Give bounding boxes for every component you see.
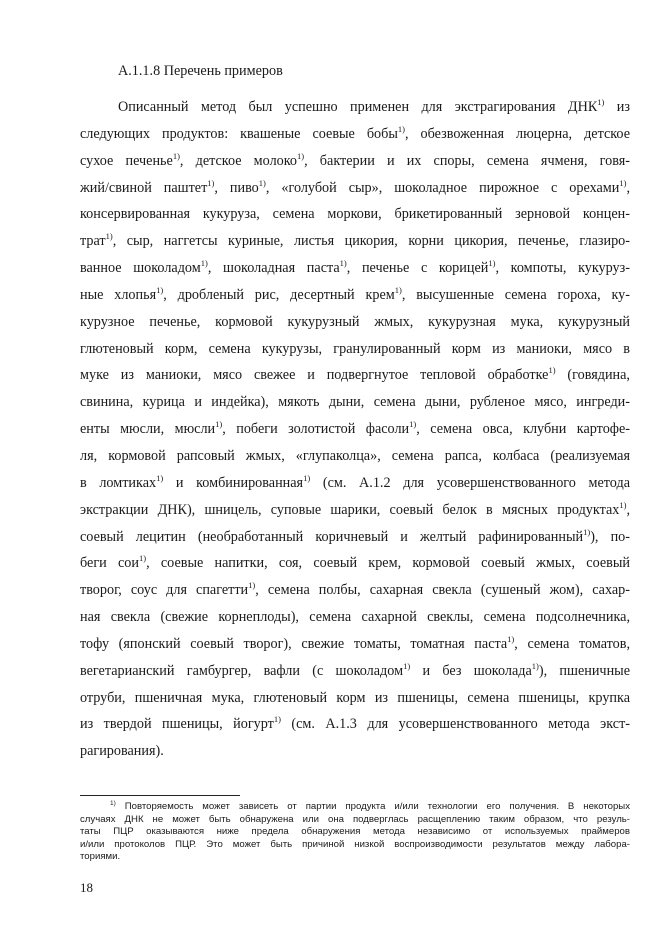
text-run: (говядина,: [555, 367, 630, 384]
footnote-line: [80, 801, 630, 814]
page-number: 18: [80, 880, 93, 895]
text-run: ), по-: [590, 528, 630, 545]
text-run: таты ПЦР оказываются ниже предела обнаружения метода независимо от используемых праймеров: [80, 826, 630, 838]
text-run: трат: [80, 233, 106, 250]
footnote-marker: 1): [339, 258, 347, 269]
footnote-marker: 1): [619, 499, 627, 510]
text-run: , семена овса, клубни картофе-: [416, 421, 631, 438]
text-run: , детское молоко: [179, 152, 298, 169]
text-run: и/или протоколов ПЦР. Это может быть причиной низкой воспроизводимости результатов между лабора-: [80, 838, 630, 850]
text-run: , бактерии и их споры, семена ячменя, говя-: [304, 152, 631, 169]
text-run: и комбинированная: [163, 474, 304, 491]
text-run: сухое печенье: [80, 152, 173, 169]
text-run: случаях ДНК не может быть обнаружена или она подверглась расщеплению таким образом, что резуль-: [80, 813, 630, 825]
text-line: [80, 443, 630, 470]
text-line: [80, 577, 630, 604]
text-run: , «голубой сыр», шоколадное пирожное с орехами: [265, 179, 620, 196]
text-run: в ломтиках: [80, 474, 157, 491]
text-run: Описанный метод был успешно применен для экстрагирования ДНК: [118, 99, 598, 115]
text-run: ториями.: [80, 851, 121, 863]
text-line: [80, 175, 630, 202]
text-line: [80, 604, 630, 631]
text-run: из: [604, 99, 630, 115]
text-run: курузное печенье, кормовой кукурузный жмых, кукурузная мука, кукурузный: [80, 313, 630, 330]
footnote-marker: 1): [207, 177, 215, 188]
text-line: [80, 658, 630, 685]
text-run: творог, соус для спагетти: [80, 582, 249, 599]
section-heading: А.1.1.8 Перечень примеров: [118, 63, 283, 79]
footnote-marker: 1): [172, 150, 180, 161]
text-run: (см. А.1.3 для усовершенствованного метода экст-: [280, 716, 630, 733]
text-run: экстракции ДНК), шницель, суповые шарики, соевый белок в мясных продуктах: [80, 501, 620, 518]
text-line: [80, 201, 630, 228]
text-run: ,: [626, 179, 630, 196]
text-run: ,: [626, 501, 630, 518]
text-run: глютеновый корм, семена кукурузы, гранулированный корм из маниоки, мясо в: [80, 340, 630, 357]
footnote-marker: 1): [248, 580, 256, 591]
text-run: беги сои: [80, 555, 139, 572]
footnote-marker: 1): [488, 258, 496, 269]
text-line: [80, 389, 630, 416]
text-line: [80, 255, 630, 282]
text-run: отруби, пшеничная мука, глютеновый корм из пшеницы, семена пшеницы, крупка: [80, 689, 630, 706]
text-run: енты мюсли, мюсли: [80, 421, 216, 438]
text-run: , дробленый рис, десертный крем: [163, 286, 395, 303]
text-line: [80, 228, 630, 255]
text-run: рагирования).: [80, 743, 164, 760]
footnote-marker: 1): [215, 419, 223, 430]
text-line: [80, 550, 630, 577]
footnote-marker: 1): [200, 258, 208, 269]
text-line: [80, 309, 630, 336]
text-run: соевый лецитин (необработанный коричневый и желтый рафинированный: [80, 528, 584, 545]
footnote-marker: 1): [531, 660, 539, 671]
text-line: [80, 416, 630, 443]
footnote-marker: 1): [156, 472, 164, 483]
footnote-marker: 1): [548, 365, 556, 376]
text-run: (см. А.1.2 для усовершенствованного метода: [310, 474, 630, 491]
text-line: [80, 121, 630, 148]
text-line: [80, 631, 630, 658]
text-run: , пиво: [214, 179, 259, 196]
footnote-line: [80, 851, 630, 864]
footnote-separator: [80, 795, 240, 796]
text-run: , сыр, наггетсы куриные, листья цикория, корни цикория, печенье, глазиро-: [112, 233, 630, 250]
text-run: ная свекла (свежие корнеплоды), семена сахарной свеклы, семена подсолнечника,: [80, 609, 630, 626]
text-run: , высушенные семена гороха, ку-: [401, 286, 631, 303]
text-run: следующих продуктов: квашеные соевые бобы: [80, 125, 398, 142]
footnote-marker: 1): [619, 177, 627, 188]
footnote-marker: 1): [583, 526, 591, 537]
footnote-line: [80, 839, 630, 852]
text-run: , соевые напитки, соя, соевый крем, кормовой соевый жмых, соевый: [146, 555, 630, 572]
footnote-marker: 1): [507, 633, 515, 644]
footnote-marker: 1): [138, 553, 147, 564]
text-run: ля, кормовой рапсовый жмых, «глупаколца», семена рапса, колбаса (реализуемая: [80, 447, 630, 464]
text-run: , семена полбы, сахарная свекла (сушеный жом), сахар-: [255, 582, 630, 599]
text-line: [80, 470, 630, 497]
footnote: [80, 801, 630, 864]
text-run: муке из маниоки, мясо свежее и подвергнутое тепловой обработке: [80, 367, 549, 384]
text-run: , семена томатов,: [514, 635, 631, 652]
footnote-marker: 1): [403, 660, 411, 671]
text-line: [80, 497, 630, 524]
text-line: [80, 738, 630, 765]
text-line: [80, 524, 630, 551]
text-run: жий/свиной паштет: [80, 179, 208, 196]
text-line: [80, 711, 630, 738]
footnote-marker: 1): [297, 150, 305, 161]
body-text: [80, 94, 630, 765]
footnote-marker: 1): [597, 97, 605, 107]
text-run: свинина, курица и индейка), мякоть дыни, семена дыни, рубленое мясо, ингреди-: [80, 394, 630, 411]
footnote-marker: 1): [303, 472, 311, 483]
text-run: ные хлопья: [80, 286, 157, 303]
text-run: , печенье с корицей: [346, 260, 489, 277]
footnote-marker: 1): [397, 123, 405, 134]
text-line: [80, 685, 630, 712]
footnote-marker: 1): [105, 231, 113, 242]
footnote-marker: 1): [273, 714, 281, 725]
footnote-line: [80, 826, 630, 839]
text-line: [80, 362, 630, 389]
text-run: тофу (японский соевый творог), свежие томаты, томатная паста: [80, 635, 508, 652]
footnote-marker: 1): [156, 284, 164, 295]
footnote-marker: 1): [258, 177, 266, 188]
text-run: консервированная кукуруза, семена моркови, брикетированный зерновой концен-: [80, 206, 630, 223]
footnote-marker: 1): [110, 800, 116, 807]
text-run: , шоколадная паста: [207, 260, 340, 277]
footnote-marker: 1): [409, 419, 417, 430]
footnote-line: [80, 814, 630, 827]
text-run: , обезвоженная люцерна, детское: [405, 125, 630, 142]
text-line: [80, 282, 630, 309]
text-run: из твердой пшеницы, йогурт: [80, 716, 274, 733]
text-run: Повторяемость может зависеть от партии продукта и/или технологии его получения. В некоторых: [115, 801, 630, 812]
text-run: ванное шоколадом: [80, 260, 201, 277]
footnote-marker: 1): [394, 284, 402, 295]
text-run: , компоты, кукуруз-: [495, 260, 630, 277]
text-run: вегетарианский гамбургер, вафли (с шоколадом: [80, 662, 404, 679]
text-run: ), пшеничные: [538, 662, 630, 679]
text-line: [80, 148, 630, 175]
text-line: [80, 94, 630, 121]
text-line: [80, 336, 630, 363]
text-run: и без шоколада: [410, 662, 532, 679]
text-run: , побеги золотистой фасоли: [222, 421, 410, 438]
